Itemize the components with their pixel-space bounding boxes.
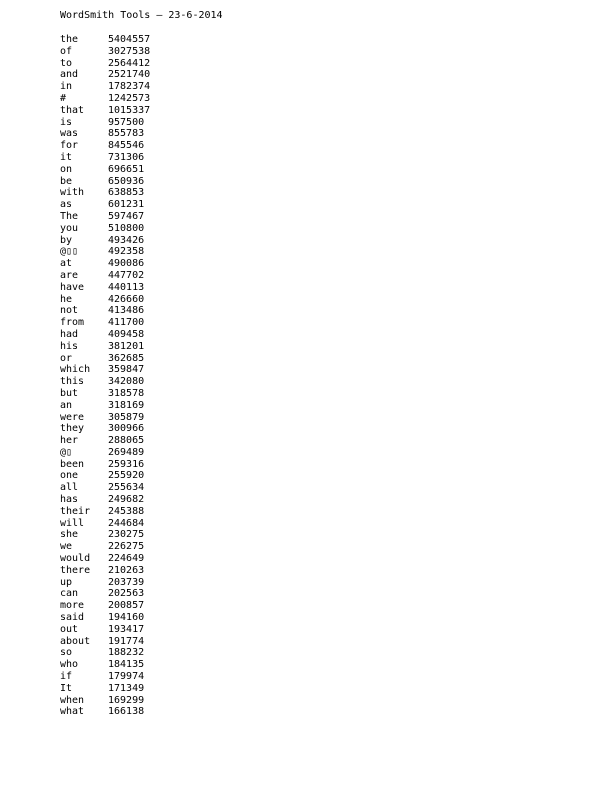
frequency-cell: 359847 xyxy=(108,364,145,376)
frequency-cell: 269489 xyxy=(108,446,145,458)
list-item xyxy=(60,400,150,412)
list-item xyxy=(60,494,150,506)
word-cell: at xyxy=(60,258,73,270)
word-cell: from xyxy=(60,317,85,329)
word-cell: to xyxy=(60,57,73,69)
frequency-cell: 492358 xyxy=(108,246,145,258)
frequency-cell: 255920 xyxy=(108,470,145,482)
frequency-cell: 1782374 xyxy=(108,81,151,93)
word-cell: be xyxy=(60,175,73,187)
word-cell: by xyxy=(60,234,73,246)
list-item xyxy=(60,647,150,659)
frequency-cell: 203739 xyxy=(108,576,145,588)
list-item xyxy=(60,270,150,282)
list-item xyxy=(60,235,150,247)
word-cell: would xyxy=(60,553,91,565)
word-cell: and xyxy=(60,69,79,81)
word-cell: he xyxy=(60,293,73,305)
document-title: WordSmith Tools — 23-6-2014 xyxy=(60,10,223,21)
list-item xyxy=(60,470,150,482)
frequency-cell: 426660 xyxy=(108,293,145,305)
frequency-cell: 2521740 xyxy=(108,69,151,81)
word-cell: when xyxy=(60,694,85,706)
frequency-cell: 362685 xyxy=(108,352,145,364)
list-item xyxy=(60,93,150,105)
word-cell: @▯▯ xyxy=(60,246,79,258)
list-item xyxy=(60,46,150,58)
frequency-cell: 249682 xyxy=(108,494,145,506)
word-cell: their xyxy=(60,505,91,517)
word-cell: been xyxy=(60,458,85,470)
list-item xyxy=(60,447,150,459)
word-cell: or xyxy=(60,352,73,364)
frequency-cell: 1015337 xyxy=(108,104,151,116)
list-item xyxy=(60,659,150,671)
frequency-cell: 288065 xyxy=(108,435,145,447)
list-item xyxy=(60,81,150,93)
word-cell: all xyxy=(60,482,79,494)
frequency-cell: 5404557 xyxy=(108,34,151,45)
list-item xyxy=(60,117,150,129)
frequency-cell: 184135 xyxy=(108,659,145,671)
list-item xyxy=(60,529,150,541)
frequency-cell: 3027538 xyxy=(108,45,151,57)
word-cell: that xyxy=(60,104,85,116)
word-cell: she xyxy=(60,529,79,541)
frequency-cell: 191774 xyxy=(108,635,145,647)
word-cell: there xyxy=(60,564,91,576)
list-item xyxy=(60,294,150,306)
list-item xyxy=(60,164,150,176)
word-cell: @▯ xyxy=(60,446,73,458)
frequency-cell: 305879 xyxy=(108,411,145,423)
word-cell: who xyxy=(60,659,79,671)
frequency-cell: 493426 xyxy=(108,234,145,246)
list-item xyxy=(60,706,150,718)
word-cell: they xyxy=(60,423,85,435)
list-item xyxy=(60,364,150,376)
list-item xyxy=(60,506,150,518)
list-item xyxy=(60,612,150,624)
list-item xyxy=(60,541,150,553)
frequency-cell: 230275 xyxy=(108,529,145,541)
word-cell: his xyxy=(60,340,79,352)
frequency-cell: 188232 xyxy=(108,647,145,659)
list-item xyxy=(60,34,150,46)
frequency-cell: 731306 xyxy=(108,151,145,163)
word-cell: can xyxy=(60,588,79,600)
word-cell: you xyxy=(60,222,79,234)
frequency-cell: 381201 xyxy=(108,340,145,352)
list-item xyxy=(60,282,150,294)
list-item xyxy=(60,128,150,140)
frequency-cell: 179974 xyxy=(108,671,145,683)
word-cell: for xyxy=(60,140,79,152)
word-cell: we xyxy=(60,541,73,553)
word-cell: it xyxy=(60,151,73,163)
list-item xyxy=(60,588,150,600)
list-item xyxy=(60,187,150,199)
word-cell: in xyxy=(60,81,73,93)
word-cell: as xyxy=(60,199,73,211)
list-item xyxy=(60,553,150,565)
frequency-cell: 318169 xyxy=(108,399,145,411)
word-cell: The xyxy=(60,210,79,222)
frequency-cell: 447702 xyxy=(108,269,145,281)
frequency-cell: 845546 xyxy=(108,140,145,152)
list-item xyxy=(60,671,150,683)
list-item xyxy=(60,376,150,388)
list-item xyxy=(60,423,150,435)
frequency-cell: 957500 xyxy=(108,116,145,128)
frequency-cell: 226275 xyxy=(108,541,145,553)
list-item xyxy=(60,482,150,494)
list-item xyxy=(60,695,150,707)
list-item xyxy=(60,459,150,471)
list-item xyxy=(60,412,150,424)
frequency-cell: 259316 xyxy=(108,458,145,470)
frequency-cell: 409458 xyxy=(108,328,145,340)
frequency-cell: 194160 xyxy=(108,612,145,624)
frequency-cell: 193417 xyxy=(108,623,145,635)
word-cell: # xyxy=(60,92,67,104)
frequency-cell: 855783 xyxy=(108,128,145,140)
word-cell: what xyxy=(60,706,85,718)
word-cell: will xyxy=(60,517,85,529)
list-item xyxy=(60,258,150,270)
list-item xyxy=(60,69,150,81)
frequency-cell: 1242573 xyxy=(108,92,151,104)
list-item xyxy=(60,683,150,695)
frequency-cell: 490086 xyxy=(108,258,145,270)
list-item xyxy=(60,152,150,164)
list-item xyxy=(60,199,150,211)
word-cell: was xyxy=(60,128,79,140)
list-item xyxy=(60,176,150,188)
word-cell: of xyxy=(60,45,73,57)
word-cell: have xyxy=(60,281,85,293)
word-cell: had xyxy=(60,328,79,340)
word-cell: an xyxy=(60,399,73,411)
frequency-cell: 342080 xyxy=(108,376,145,388)
word-cell: which xyxy=(60,364,91,376)
list-item xyxy=(60,435,150,447)
frequency-cell: 300966 xyxy=(108,423,145,435)
word-cell: are xyxy=(60,269,79,281)
frequency-cell: 650936 xyxy=(108,175,145,187)
frequency-cell: 440113 xyxy=(108,281,145,293)
word-cell: It xyxy=(60,682,73,694)
word-cell: not xyxy=(60,305,79,317)
word-cell: more xyxy=(60,600,85,612)
list-item xyxy=(60,353,150,365)
list-item xyxy=(60,518,150,530)
list-item xyxy=(60,624,150,636)
frequency-cell: 411700 xyxy=(108,317,145,329)
word-cell: but xyxy=(60,387,79,399)
frequency-cell: 169299 xyxy=(108,694,145,706)
frequency-cell: 166138 xyxy=(108,706,145,718)
frequency-cell: 171349 xyxy=(108,682,145,694)
list-item xyxy=(60,341,150,353)
list-item xyxy=(60,58,150,70)
word-cell: about xyxy=(60,635,91,647)
frequency-cell: 638853 xyxy=(108,187,145,199)
word-cell: has xyxy=(60,494,79,506)
frequency-cell: 224649 xyxy=(108,553,145,565)
word-cell: if xyxy=(60,671,73,683)
frequency-cell: 601231 xyxy=(108,199,145,211)
frequency-cell: 318578 xyxy=(108,387,145,399)
word-cell: said xyxy=(60,612,85,624)
word-cell: so xyxy=(60,647,73,659)
word-cell: her xyxy=(60,435,79,447)
word-cell: with xyxy=(60,187,85,199)
word-cell: were xyxy=(60,411,85,423)
frequency-cell: 210263 xyxy=(108,564,145,576)
frequency-cell: 2564412 xyxy=(108,57,151,69)
list-item xyxy=(60,636,150,648)
word-cell: this xyxy=(60,376,85,388)
list-item xyxy=(60,600,150,612)
word-cell: out xyxy=(60,623,79,635)
word-frequency-list xyxy=(60,34,150,718)
frequency-cell: 696651 xyxy=(108,163,145,175)
list-item xyxy=(60,317,150,329)
frequency-cell: 255634 xyxy=(108,482,145,494)
list-item xyxy=(60,388,150,400)
frequency-cell: 510800 xyxy=(108,222,145,234)
frequency-cell: 200857 xyxy=(108,600,145,612)
list-item xyxy=(60,140,150,152)
list-item xyxy=(60,329,150,341)
list-item xyxy=(60,565,150,577)
frequency-cell: 597467 xyxy=(108,210,145,222)
word-cell: the xyxy=(60,34,79,45)
list-item xyxy=(60,211,150,223)
list-item xyxy=(60,223,150,235)
list-item xyxy=(60,105,150,117)
word-cell: up xyxy=(60,576,73,588)
list-item xyxy=(60,577,150,589)
list-item xyxy=(60,246,150,258)
word-cell: on xyxy=(60,163,73,175)
frequency-cell: 245388 xyxy=(108,505,145,517)
frequency-cell: 413486 xyxy=(108,305,145,317)
frequency-cell: 202563 xyxy=(108,588,145,600)
word-cell: is xyxy=(60,116,73,128)
word-cell: one xyxy=(60,470,79,482)
frequency-cell: 244684 xyxy=(108,517,145,529)
list-item xyxy=(60,305,150,317)
